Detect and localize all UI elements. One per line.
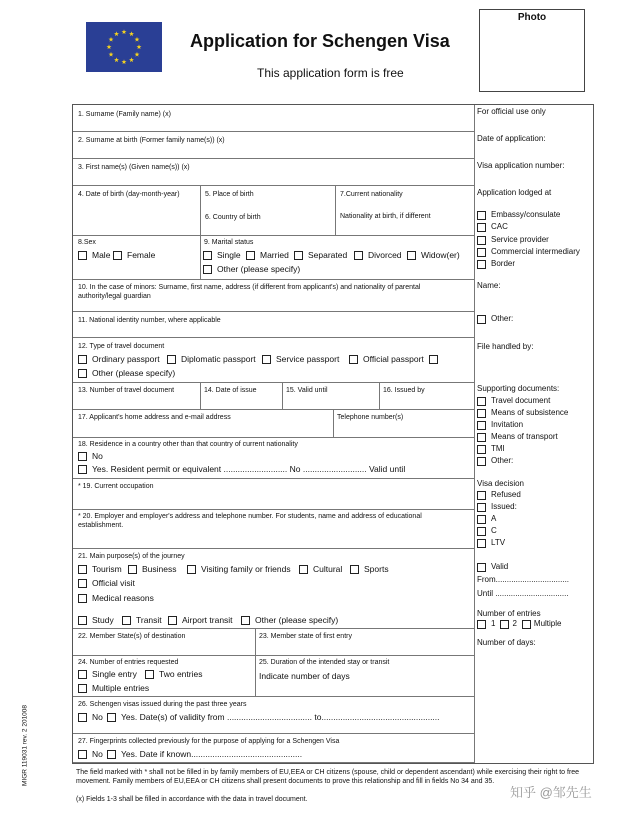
- visiting-checkbox[interactable]: [187, 565, 196, 574]
- doc-other-checkbox[interactable]: [78, 369, 87, 378]
- cac-option[interactable]: [477, 222, 508, 232]
- entries-multiple-label: Multiple: [533, 619, 562, 628]
- photo-box: [479, 9, 585, 92]
- border-label: Border: [491, 259, 516, 268]
- border-option[interactable]: [477, 259, 515, 269]
- valid-checkbox[interactable]: [477, 563, 486, 572]
- medical-checkbox[interactable]: [78, 594, 87, 603]
- marital-other-checkbox[interactable]: [203, 265, 212, 274]
- widowed-label: Widow(er): [421, 250, 460, 260]
- fingerprints-no-option[interactable]: [78, 749, 103, 760]
- means-transport-label: Means of transport: [491, 432, 558, 441]
- field-21-purpose: 21. Main purpose(s) of the journey: [78, 553, 185, 560]
- marital-divorced-option[interactable]: [354, 250, 402, 261]
- date-of-application-label: Date of application:: [477, 134, 546, 143]
- residence-no-label: No: [92, 451, 103, 461]
- service-provider-checkbox[interactable]: [477, 236, 486, 245]
- female-label: Female: [127, 250, 156, 260]
- service-passport-option[interactable]: [262, 354, 339, 365]
- purpose-tourism-option[interactable]: [78, 564, 122, 575]
- field-22-destination: 22. Member State(s) of destination: [78, 633, 186, 640]
- field-8-sex: 8.Sex: [78, 239, 96, 246]
- field-23-first-entry: 23. Member state of first entry: [259, 633, 352, 640]
- application-form: [72, 104, 594, 764]
- field-16-issued-by: 16. Issued by: [383, 387, 425, 394]
- fingerprints-yes-option[interactable]: [107, 749, 302, 760]
- visa-application-number-label: Visa application number:: [477, 161, 565, 170]
- field-17-telephone: Telephone number(s): [337, 414, 404, 421]
- commercial-intermediary-option[interactable]: [477, 247, 580, 257]
- sports-label: Sports: [364, 564, 389, 574]
- field-11-national-id: 11. National identity number, where applicable: [78, 317, 221, 324]
- visa-ltv-option[interactable]: [477, 538, 505, 548]
- service-passport-label: Service passport: [276, 354, 340, 364]
- field-19-occupation: * 19. Current occupation: [78, 483, 154, 490]
- marital-other-label: Other (please specify): [217, 264, 301, 274]
- field-27-fingerprints: 27. Fingerprints collected previously for the purpose of applying for a Schengen Visa: [78, 738, 340, 745]
- official-visit-label: Official visit: [92, 578, 135, 588]
- married-label: Married: [260, 250, 289, 260]
- business-checkbox[interactable]: [128, 565, 137, 574]
- purpose-other-label: Other (please specify): [255, 615, 339, 625]
- lodged-other-label: Other:: [491, 314, 514, 323]
- business-label: Business: [142, 564, 177, 574]
- page-title: Application for Schengen Visa: [190, 31, 450, 51]
- single-entry-label: Single entry: [92, 669, 137, 679]
- tourism-label: Tourism: [92, 564, 122, 574]
- fingerprints-no-checkbox[interactable]: [78, 750, 87, 759]
- photo-label: Photo: [517, 12, 547, 23]
- marital-other-option[interactable]: [203, 264, 300, 275]
- visa-a-label: A: [491, 514, 497, 523]
- lodged-other-option[interactable]: [477, 314, 513, 324]
- field-9-marital-status: 9. Marital status: [204, 239, 254, 246]
- visa-c-checkbox[interactable]: [477, 527, 486, 536]
- purpose-other-option[interactable]: [241, 615, 338, 626]
- diplomatic-passport-option[interactable]: [167, 354, 256, 365]
- visa-c-label: C: [491, 526, 497, 535]
- invitation-option[interactable]: [477, 420, 523, 430]
- refused-label: Refused: [491, 490, 521, 499]
- tmi-label: TMI: [491, 444, 505, 453]
- cultural-checkbox[interactable]: [299, 565, 308, 574]
- official-passport-extra-checkbox[interactable]: [429, 355, 438, 364]
- fingerprints-yes-label: Yes. Date if known...............................................: [121, 749, 303, 759]
- official-passport-checkbox[interactable]: [349, 355, 358, 364]
- number-days-label: Number of days:: [477, 638, 536, 647]
- separated-checkbox[interactable]: [294, 251, 303, 260]
- two-entries-option[interactable]: [145, 669, 202, 680]
- multiple-entries-option[interactable]: [78, 683, 149, 694]
- official-visit-checkbox[interactable]: [78, 579, 87, 588]
- refused-option[interactable]: [477, 490, 521, 500]
- widowed-checkbox[interactable]: [407, 251, 416, 260]
- purpose-transit-option[interactable]: [122, 615, 162, 626]
- handled-by-label: File handled by:: [477, 342, 534, 351]
- field-18-residence: 18. Residence in a country other than that country of current nationality: [78, 441, 298, 448]
- border-checkbox[interactable]: [477, 260, 486, 269]
- diplomatic-passport-label: Diplomatic passport: [181, 354, 256, 364]
- docs-other-option[interactable]: [477, 456, 513, 466]
- multiple-entries-checkbox[interactable]: [78, 684, 87, 693]
- purpose-study-option[interactable]: [78, 615, 114, 626]
- visa-decision-label: Visa decision: [477, 479, 524, 488]
- doc-other-label: Other (please specify): [92, 368, 176, 378]
- divorced-checkbox[interactable]: [354, 251, 363, 260]
- issued-label: Issued:: [491, 502, 517, 511]
- visa-a-checkbox[interactable]: [477, 515, 486, 524]
- residence-yes-label: Yes. Resident permit or equivalent ........................... No ........................... Valid until: [92, 464, 406, 474]
- visa-a-option[interactable]: [477, 514, 496, 524]
- single-entry-checkbox[interactable]: [78, 670, 87, 679]
- number-entries-label: Number of entries: [477, 609, 541, 618]
- ordinary-passport-label: Ordinary passport: [92, 354, 160, 364]
- purpose-official-visit-option[interactable]: [78, 578, 135, 589]
- embassy-checkbox[interactable]: [477, 211, 486, 220]
- lodged-other-checkbox[interactable]: [477, 315, 486, 324]
- entries-2-label: 2: [512, 619, 517, 628]
- field-26-past-visas: 26. Schengen visas issued during the past three years: [78, 701, 247, 708]
- embassy-label: Embassy/consulate: [491, 210, 561, 219]
- sex-female-option[interactable]: [113, 250, 155, 261]
- past-visas-yes-option[interactable]: [107, 712, 440, 723]
- commercial-intermediary-label: Commercial intermediary: [491, 247, 580, 256]
- entries-2-checkbox[interactable]: [500, 620, 509, 629]
- service-provider-option[interactable]: [477, 235, 549, 245]
- married-checkbox[interactable]: [246, 251, 255, 260]
- entries-1-checkbox[interactable]: [477, 620, 486, 629]
- transit-label: Transit: [136, 615, 162, 625]
- refused-checkbox[interactable]: [477, 491, 486, 500]
- medical-label: Medical reasons: [92, 593, 154, 603]
- watermark: 知乎 @邹先生: [510, 785, 592, 800]
- field-24-entries-requested: 24. Number of entries requested: [78, 659, 179, 666]
- valid-label: Valid: [491, 562, 509, 571]
- valid-option[interactable]: [477, 562, 508, 572]
- entries-choice-row: [477, 619, 561, 629]
- residence-yes-option[interactable]: [78, 464, 405, 475]
- visa-ltv-checkbox[interactable]: [477, 539, 486, 548]
- male-label: Male: [92, 250, 111, 260]
- ordinary-passport-checkbox[interactable]: [78, 355, 87, 364]
- tourism-checkbox[interactable]: [78, 565, 87, 574]
- footer-note-asterisk: The field marked with * shall not be filled in by family members of EU,EEA or CH citizens (spouse, child or dependent ascendant) while exercising their right to free movement. Family members of EU,EEA or CH citizens shall present documents to prove this relationship and fill in fields No 34 and 35.: [76, 769, 580, 785]
- fingerprints-yes-checkbox[interactable]: [107, 750, 116, 759]
- form-code-text: MIGR 119031 rev. 2 201008: [21, 704, 29, 787]
- residence-no-checkbox[interactable]: [78, 452, 87, 461]
- days-hint-label: Indicate number of days: [259, 671, 350, 681]
- issued-checkbox[interactable]: [477, 503, 486, 512]
- doc-other-option[interactable]: [78, 368, 175, 379]
- field-20-employer: * 20. Employer and employer's address and telephone number. For students, name and address of educational establishment.: [78, 513, 422, 529]
- diplomatic-passport-checkbox[interactable]: [167, 355, 176, 364]
- airport-transit-checkbox[interactable]: [168, 616, 177, 625]
- marital-widowed-option[interactable]: [407, 250, 460, 261]
- embassy-option[interactable]: [477, 210, 560, 220]
- valid-until-label: Until .................................: [477, 589, 569, 598]
- field-7-current-nationality: 7.Current nationality: [340, 191, 403, 198]
- single-label: Single: [217, 250, 241, 260]
- single-entry-option[interactable]: [78, 669, 137, 680]
- travel-document-option[interactable]: [477, 396, 550, 406]
- past-visas-no-label: No: [92, 712, 103, 722]
- service-passport-checkbox[interactable]: [262, 355, 271, 364]
- means-transport-option[interactable]: [477, 432, 558, 442]
- visa-c-option[interactable]: [477, 526, 497, 536]
- means-subsistence-label: Means of subsistence: [491, 408, 569, 417]
- lodged-at-label: Application lodged at: [477, 188, 552, 197]
- official-use-heading: For official use only: [477, 107, 546, 116]
- field-2-surname-at-birth: 2. Surname at birth (Former family name(s)) (x): [78, 137, 225, 144]
- page-subtitle: This application form is free: [257, 66, 404, 80]
- female-checkbox[interactable]: [113, 251, 122, 260]
- invitation-label: Invitation: [491, 420, 524, 429]
- docs-other-checkbox[interactable]: [477, 457, 486, 466]
- past-visas-no-checkbox[interactable]: [78, 713, 87, 722]
- transit-checkbox[interactable]: [122, 616, 131, 625]
- invitation-checkbox[interactable]: [477, 421, 486, 430]
- study-label: Study: [92, 615, 114, 625]
- single-checkbox[interactable]: [203, 251, 212, 260]
- field-15-valid-until: 15. Valid until: [286, 387, 328, 394]
- male-checkbox[interactable]: [78, 251, 87, 260]
- field-13-document-number: 13. Number of travel document: [78, 387, 175, 394]
- means-transport-checkbox[interactable]: [477, 433, 486, 442]
- past-visas-yes-checkbox[interactable]: [107, 713, 116, 722]
- sex-male-option[interactable]: [78, 250, 110, 261]
- multiple-entries-label: Multiple entries: [92, 683, 150, 693]
- airport-transit-label: Airport transit: [182, 615, 233, 625]
- cultural-label: Cultural: [313, 564, 343, 574]
- means-subsistence-option[interactable]: [477, 408, 568, 418]
- means-subsistence-checkbox[interactable]: [477, 409, 486, 418]
- travel-document-label: Travel document: [491, 396, 551, 405]
- purpose-airport-transit-option[interactable]: [168, 615, 233, 626]
- supporting-documents-label: Supporting documents:: [477, 384, 560, 393]
- past-visas-no-option[interactable]: [78, 712, 103, 723]
- eu-stars-icon: [86, 22, 162, 72]
- entries-1-label: 1: [491, 619, 496, 628]
- divorced-label: Divorced: [368, 250, 402, 260]
- visiting-label: Visiting family or friends: [201, 564, 291, 574]
- official-passport-label: Official passport: [363, 354, 424, 364]
- purpose-business-option[interactable]: [128, 564, 177, 575]
- purpose-other-checkbox[interactable]: [241, 616, 250, 625]
- fingerprints-no-label: No: [92, 749, 103, 759]
- cac-label: CAC: [491, 222, 508, 231]
- purpose-medical-option[interactable]: [78, 593, 154, 604]
- name-label: Name:: [477, 281, 501, 290]
- past-visas-yes-label: Yes. Date(s) of validity from .................................... to..................................................: [121, 712, 440, 722]
- residence-yes-checkbox[interactable]: [78, 465, 87, 474]
- entries-multiple-checkbox[interactable]: [522, 620, 531, 629]
- residence-no-option[interactable]: [78, 451, 103, 462]
- footer-note-x: (x) Fields 1-3 shall be filled in accordance with the data in travel document.: [76, 796, 308, 803]
- eu-flag: [86, 22, 162, 72]
- field-4-date-of-birth: 4. Date of birth (day-month-year): [78, 191, 180, 198]
- purpose-visiting-option[interactable]: [187, 564, 291, 575]
- travel-document-checkbox[interactable]: [477, 397, 486, 406]
- issued-option[interactable]: [477, 502, 517, 512]
- cac-checkbox[interactable]: [477, 223, 486, 232]
- marital-single-option[interactable]: [203, 250, 241, 261]
- ordinary-passport-option[interactable]: [78, 354, 160, 365]
- two-entries-label: Two entries: [159, 669, 203, 679]
- marital-married-option[interactable]: [246, 250, 289, 261]
- docs-other-label: Other:: [491, 456, 514, 465]
- form-code: [14, 694, 29, 804]
- purpose-sports-option[interactable]: [350, 564, 389, 575]
- two-entries-checkbox[interactable]: [145, 670, 154, 679]
- commercial-intermediary-checkbox[interactable]: [477, 248, 486, 257]
- field-1-surname: 1. Surname (Family name) (x): [78, 111, 171, 118]
- purpose-cultural-option[interactable]: [299, 564, 342, 575]
- service-provider-label: Service provider: [491, 235, 549, 244]
- field-17-home-address: 17. Applicant's home address and e-mail address: [78, 414, 231, 421]
- field-6-country-of-birth: 6. Country of birth: [205, 214, 261, 221]
- field-25-duration: 25. Duration of the intended stay or transit: [259, 659, 390, 666]
- field-25-days-hint: [259, 671, 350, 682]
- field-5-place-of-birth: 5. Place of birth: [205, 191, 254, 198]
- marital-separated-option[interactable]: [294, 250, 347, 261]
- study-checkbox[interactable]: [78, 616, 87, 625]
- field-3-first-names: 3. First name(s) (Given name(s)) (x): [78, 164, 190, 171]
- field-7-nationality-at-birth: Nationality at birth, if different: [340, 213, 431, 220]
- field-10-minors-guardian: 10. In the case of minors: Surname, first name, address (if different from applicant's) and nationality of parental authority/legal guardian: [78, 284, 421, 300]
- visa-ltv-label: LTV: [491, 538, 506, 547]
- field-12-travel-document-type: 12. Type of travel document: [78, 343, 165, 350]
- tmi-checkbox[interactable]: [477, 445, 486, 454]
- separated-label: Separated: [308, 250, 348, 260]
- valid-from-label: From.................................: [477, 575, 570, 584]
- field-14-date-of-issue: 14. Date of issue: [204, 387, 257, 394]
- official-passport-option[interactable]: [349, 354, 438, 365]
- sports-checkbox[interactable]: [350, 565, 359, 574]
- tmi-option[interactable]: [477, 444, 505, 454]
